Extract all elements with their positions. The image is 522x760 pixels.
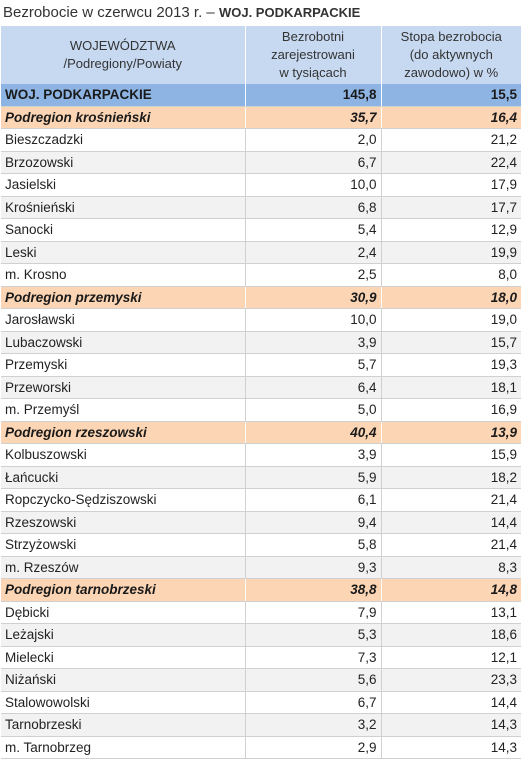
cell-unemployed: 145,8 (245, 84, 381, 106)
table-row (1, 331, 521, 354)
cell-name: m. Rzeszów (1, 556, 245, 579)
cell-unemployed: 10,0 (245, 309, 381, 332)
table-row (1, 174, 521, 197)
table-row (1, 466, 521, 489)
cell-name: Lubaczowski (1, 331, 245, 354)
cell-name: Bieszczadzki (1, 129, 245, 152)
table-row (1, 646, 521, 669)
table-row (1, 354, 521, 377)
subregion-row (1, 286, 521, 309)
cell-rate: 22,4 (381, 151, 521, 174)
header-rate: Stopa bezrobocia (do aktywnych zawodowo) w % (381, 26, 521, 84)
table-row (1, 129, 521, 152)
cell-name: Podregion przemyski (1, 286, 245, 309)
cell-unemployed: 5,9 (245, 466, 381, 489)
cell-name: Sanocki (1, 219, 245, 242)
cell-rate: 14,8 (381, 579, 521, 602)
cell-rate: 21,2 (381, 129, 521, 152)
table-row (1, 241, 521, 264)
header-region: WOJEWÓDZTWA /Podregiony/Powiaty (1, 26, 245, 84)
table-row (1, 489, 521, 512)
cell-name: Przeworski (1, 376, 245, 399)
cell-unemployed: 3,2 (245, 714, 381, 737)
cell-unemployed: 6,7 (245, 691, 381, 714)
cell-unemployed: 30,9 (245, 286, 381, 309)
cell-name: Podregion krośnieński (1, 106, 245, 129)
table-row (1, 151, 521, 174)
cell-name: m. Tarnobrzeg (1, 736, 245, 759)
table-row (1, 444, 521, 467)
cell-unemployed: 40,4 (245, 421, 381, 444)
subregion-row (1, 106, 521, 129)
cell-unemployed: 5,0 (245, 399, 381, 422)
cell-rate: 16,4 (381, 106, 521, 129)
cell-name: Łańcucki (1, 466, 245, 489)
cell-rate: 15,9 (381, 444, 521, 467)
cell-unemployed: 7,3 (245, 646, 381, 669)
cell-name: Jasielski (1, 174, 245, 197)
cell-name: Mielecki (1, 646, 245, 669)
cell-rate: 18,0 (381, 286, 521, 309)
cell-name: Rzeszowski (1, 511, 245, 534)
cell-rate: 19,0 (381, 309, 521, 332)
cell-name: Przemyski (1, 354, 245, 377)
cell-rate: 18,6 (381, 624, 521, 647)
cell-rate: 21,4 (381, 489, 521, 512)
cell-rate: 18,2 (381, 466, 521, 489)
header-unemployed: Bezrobotni zarejestrowani w tysiącach (245, 26, 381, 84)
cell-rate: 15,7 (381, 331, 521, 354)
cell-unemployed: 2,5 (245, 264, 381, 287)
cell-rate: 18,1 (381, 376, 521, 399)
cell-unemployed: 9,4 (245, 511, 381, 534)
cell-rate: 17,9 (381, 174, 521, 197)
cell-unemployed: 2,4 (245, 241, 381, 264)
cell-rate: 14,4 (381, 511, 521, 534)
cell-unemployed: 10,0 (245, 174, 381, 197)
cell-unemployed: 3,9 (245, 444, 381, 467)
table-row (1, 556, 521, 579)
cell-name: Dębicki (1, 601, 245, 624)
table-row (1, 601, 521, 624)
cell-name: Podregion tarnobrzeski (1, 579, 245, 602)
cell-unemployed: 35,7 (245, 106, 381, 129)
cell-rate: 14,4 (381, 691, 521, 714)
voivodeship-row (1, 84, 521, 106)
table-row (1, 691, 521, 714)
table-header (1, 26, 521, 84)
cell-name: Brzozowski (1, 151, 245, 174)
cell-name: Niżański (1, 669, 245, 692)
subregion-row (1, 421, 521, 444)
header-row (1, 26, 521, 84)
cell-unemployed: 5,4 (245, 219, 381, 242)
title-region: WOJ. PODKARPACKIE (218, 5, 361, 20)
cell-name: Kolbuszowski (1, 444, 245, 467)
cell-name: Strzyżowski (1, 534, 245, 557)
subregion-row (1, 579, 521, 602)
cell-unemployed: 6,8 (245, 196, 381, 219)
page-title (0, 0, 522, 26)
cell-rate: 14,3 (381, 736, 521, 759)
cell-name: Podregion rzeszowski (1, 421, 245, 444)
cell-rate: 23,3 (381, 669, 521, 692)
cell-rate: 13,1 (381, 601, 521, 624)
table-row (1, 714, 521, 737)
cell-rate: 14,3 (381, 714, 521, 737)
cell-name: Krośnieński (1, 196, 245, 219)
table-row (1, 511, 521, 534)
table-body (1, 84, 521, 759)
cell-unemployed: 2,9 (245, 736, 381, 759)
unemployment-table (1, 26, 521, 759)
cell-unemployed: 5,3 (245, 624, 381, 647)
cell-rate: 15,5 (381, 84, 521, 106)
cell-rate: 19,9 (381, 241, 521, 264)
cell-name: Leżajski (1, 624, 245, 647)
cell-name: Tarnobrzeski (1, 714, 245, 737)
table-row (1, 376, 521, 399)
cell-unemployed: 3,9 (245, 331, 381, 354)
cell-rate: 12,9 (381, 219, 521, 242)
cell-unemployed: 9,3 (245, 556, 381, 579)
title-prefix: Bezrobocie w czerwcu 2013 r. – (3, 4, 219, 21)
cell-unemployed: 7,9 (245, 601, 381, 624)
cell-name: Jarosławski (1, 309, 245, 332)
table-row (1, 669, 521, 692)
cell-unemployed: 5,8 (245, 534, 381, 557)
table-row (1, 624, 521, 647)
cell-rate: 12,1 (381, 646, 521, 669)
cell-unemployed: 5,7 (245, 354, 381, 377)
cell-name: Leski (1, 241, 245, 264)
cell-unemployed: 2,0 (245, 129, 381, 152)
table-row (1, 219, 521, 242)
cell-unemployed: 38,8 (245, 579, 381, 602)
cell-rate: 8,0 (381, 264, 521, 287)
cell-name: m. Krosno (1, 264, 245, 287)
table-row (1, 736, 521, 759)
cell-name: Stalowowolski (1, 691, 245, 714)
cell-rate: 19,3 (381, 354, 521, 377)
cell-unemployed: 5,6 (245, 669, 381, 692)
cell-rate: 21,4 (381, 534, 521, 557)
cell-rate: 16,9 (381, 399, 521, 422)
table-row (1, 309, 521, 332)
cell-rate: 17,7 (381, 196, 521, 219)
cell-rate: 13,9 (381, 421, 521, 444)
cell-unemployed: 6,4 (245, 376, 381, 399)
table-row (1, 196, 521, 219)
table-row (1, 399, 521, 422)
cell-name: m. Przemyśl (1, 399, 245, 422)
cell-rate: 8,3 (381, 556, 521, 579)
cell-unemployed: 6,7 (245, 151, 381, 174)
table-row (1, 264, 521, 287)
cell-name: Ropczycko-Sędziszowski (1, 489, 245, 512)
table-row (1, 534, 521, 557)
cell-name: WOJ. PODKARPACKIE (1, 84, 245, 106)
cell-unemployed: 6,1 (245, 489, 381, 512)
